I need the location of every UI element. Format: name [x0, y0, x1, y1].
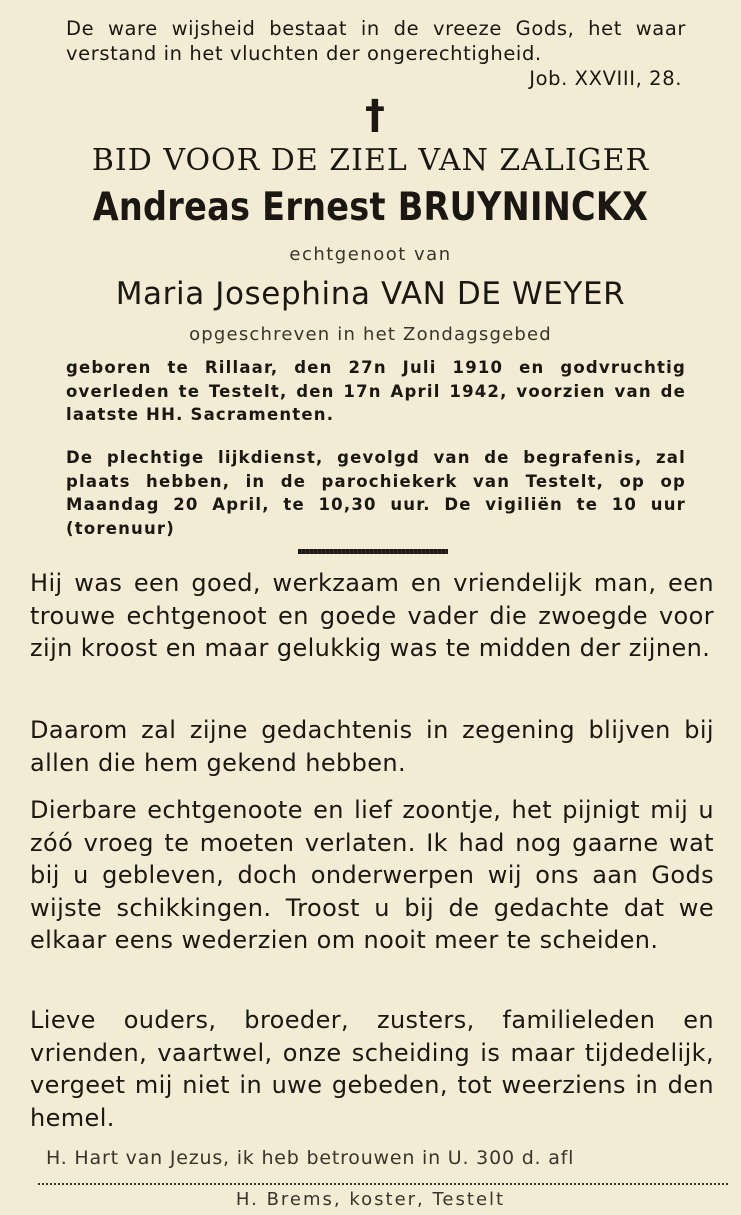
motto-reference: Job. XXVIII, 28.	[529, 67, 682, 90]
dotted-divider	[38, 1183, 728, 1185]
paragraph: Daarom zal zijne gedachtenis in zegening blijven bij allen die hem gekend hebben.	[30, 716, 714, 777]
paragraph: Dierbare echtgenoote en lief zoontje, het pijnigt mij u zóó vroeg te moeten verlaten. Ik had nog gaarne wat bij u gebleven, doch onderwerpen wij ons aan Gods wijste schikkingen. Troost u bij de gedachte dat we elkaar eens wederzien om nooit meer te scheiden.	[30, 796, 714, 954]
prayer-note: opgeschreven in het Zondagsgebed	[189, 324, 552, 345]
paragraph: Lieve ouders, broeder, zusters, familieleden en vrienden, vaartwel, onze scheiding is maar tijdedelijk, vergeet mij niet in uwe gebeden, tot weerziens in den hemel.	[30, 1006, 714, 1132]
deceased-name: Andreas Ernest BRUYNINCKX	[92, 185, 649, 230]
spouse-relation: echtgenoot van	[289, 244, 452, 265]
birth-death-notice: geboren te Rillaar, den 27n Juli 1910 en godvruchtig overleden te Testelt, den 17n April 1942, voorzien van de laatste HH. Sacramenten.	[66, 358, 686, 424]
closing-prayer: H. Hart van Jezus, ik heb betrouwen in U. 300 d. afl	[46, 1147, 575, 1169]
motto-text: De ware wijsheid bestaat in de vreeze Gods, het waar verstand in het vluchten der ongerechtigheid.	[66, 17, 686, 65]
motto	[66, 16, 686, 91]
paragraph: Hij was een goed, werkzaam en vriendelijk man, een trouwe echtgenoot en goede vader die zwoegde voor zijn kroost en maar gelukkig was te midden der zijnen.	[30, 569, 714, 662]
cross-icon: †	[365, 92, 385, 138]
spouse-name: Maria Josephina VAN DE WEYER	[115, 276, 626, 312]
printer-credit: H. Brems, koster, Testelt	[235, 1189, 506, 1210]
prayer-heading: BID VOOR DE ZIEL VAN ZALIGER	[91, 143, 650, 178]
funeral-notice: De plechtige lijkdienst, gevolgd van de begrafenis, zal plaats hebben, in de parochiekerk van Testelt, op op Maandag 20 April, te 10,30 uur. De vigiliën te 10 uur (torenuur)	[66, 448, 686, 538]
divider-rule	[298, 549, 448, 554]
